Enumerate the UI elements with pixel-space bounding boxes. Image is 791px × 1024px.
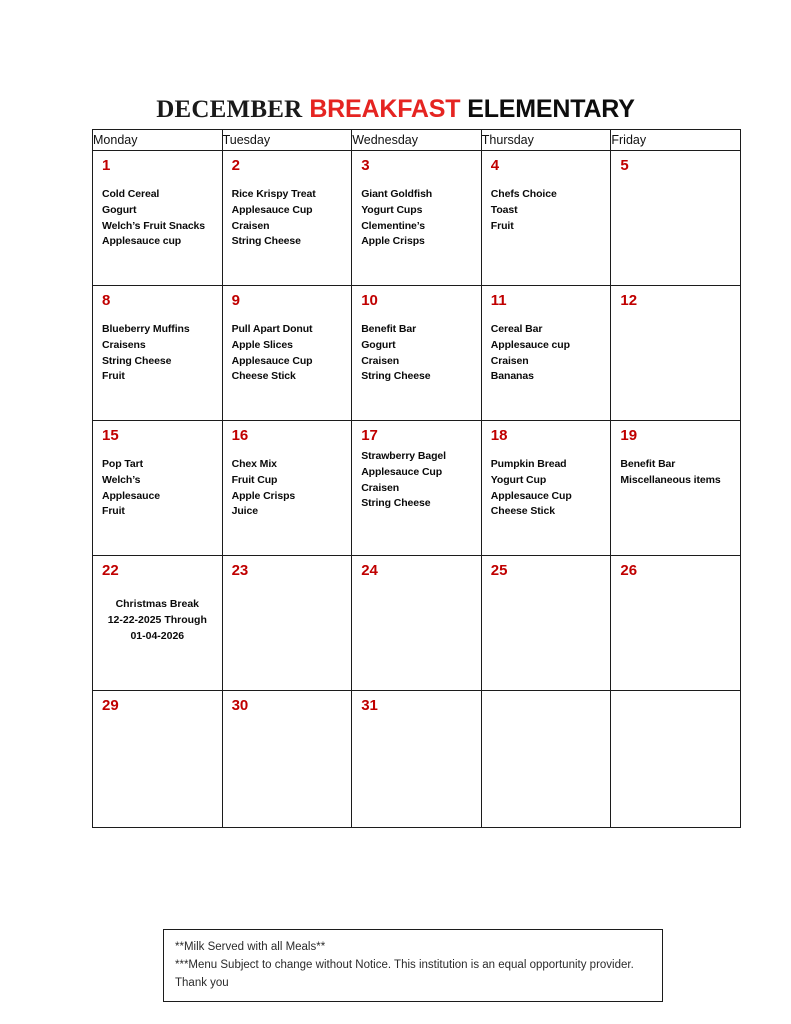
calendar-week-row [93, 286, 741, 421]
day-header-monday: Monday [93, 130, 223, 151]
day-header-thursday: Thursday [481, 130, 611, 151]
holiday-note-line: 01-04-2026 [130, 630, 185, 642]
menu-item: Pop Tart [102, 458, 144, 470]
menu-item-list [93, 444, 222, 520]
menu-item-list [352, 174, 481, 250]
calendar-week-row [93, 421, 741, 556]
menu-item: Pumpkin Bread [490, 458, 567, 470]
menu-item: Benefit Bar [620, 458, 676, 470]
holiday-note-line: 12-22-2025 Through [107, 614, 207, 626]
day-cell-29[interactable] [93, 691, 223, 828]
day-number: 25 [490, 562, 508, 579]
calendar-week-row [93, 151, 741, 286]
day-number: 19 [620, 427, 638, 444]
menu-item: Craisen [361, 354, 400, 367]
menu-item: Gogurt [102, 203, 137, 216]
menu-item-list [352, 444, 481, 512]
menu-item: Cereal Bar [490, 323, 543, 335]
day-cell-19[interactable] [611, 421, 741, 556]
menu-item: Yogurt Cup [490, 473, 547, 486]
menu-item: Apple Crisps [361, 235, 425, 248]
menu-item: Craisen [231, 219, 270, 232]
menu-item: Chex Mix [231, 458, 277, 470]
day-number: 15 [102, 427, 119, 444]
menu-item: Applesauce cup [490, 338, 570, 351]
menu-item: Applesauce cup [102, 235, 182, 248]
day-number: 12 [620, 292, 638, 309]
day-number: 11 [490, 292, 507, 309]
calendar-header-row [93, 130, 741, 151]
day-cell-30[interactable] [222, 691, 352, 828]
menu-item: Blueberry Muffins [102, 323, 190, 335]
day-number: 5 [620, 157, 629, 174]
day-cell-26[interactable] [611, 556, 741, 691]
menu-calendar [92, 129, 741, 828]
day-number: 1 [102, 157, 111, 174]
menu-item: Craisen [361, 481, 400, 494]
day-number: 26 [620, 562, 638, 579]
menu-item: String Cheese [361, 497, 431, 510]
day-number: 18 [490, 427, 508, 444]
menu-item: Craisen [490, 354, 529, 367]
menu-item-list [223, 309, 352, 385]
menu-item: Apple Crisps [231, 489, 296, 502]
day-cell-16[interactable] [222, 421, 352, 556]
day-cell-17[interactable] [352, 421, 482, 556]
menu-item: Strawberry Bagel [361, 450, 446, 462]
day-number: 29 [102, 697, 119, 714]
day-number [482, 691, 611, 698]
day-cell-31[interactable] [352, 691, 482, 828]
menu-item-list [482, 309, 611, 385]
menu-item: String Cheese [361, 370, 431, 383]
day-number: 30 [231, 697, 249, 714]
menu-item: Juice [231, 505, 258, 518]
day-cell-24[interactable] [352, 556, 482, 691]
day-cell-12[interactable] [611, 286, 741, 421]
holiday-note [93, 579, 222, 644]
day-number: 4 [490, 157, 500, 174]
title-meal: BREAKFAST [309, 95, 461, 123]
day-number: 3 [361, 157, 370, 174]
menu-item-list [93, 174, 222, 250]
day-number: 24 [361, 562, 378, 579]
day-number: 8 [102, 292, 111, 309]
menu-item: Fruit [102, 505, 125, 518]
menu-item: Fruit [102, 370, 125, 383]
menu-item: Applesauce Cup [361, 465, 443, 478]
menu-item-list [482, 444, 611, 520]
menu-item-list [93, 309, 222, 385]
day-cell-8[interactable] [93, 286, 223, 421]
day-cell-18[interactable] [481, 421, 611, 556]
day-number: 2 [231, 157, 240, 174]
day-cell-9[interactable] [222, 286, 352, 421]
day-number: 23 [231, 562, 249, 579]
menu-item: Welch’s Fruit Snacks [102, 219, 206, 232]
menu-item: Chefs Choice [490, 188, 557, 200]
menu-item: Welch’s [102, 473, 141, 486]
menu-item: Applesauce Cup [231, 203, 313, 216]
menu-item-list [223, 174, 352, 250]
menu-item: Craisens [102, 338, 146, 351]
day-number: 17 [361, 427, 378, 444]
day-cell-2[interactable] [222, 151, 352, 286]
day-header-wednesday: Wednesday [352, 130, 482, 151]
holiday-note-line: Christmas Break [115, 598, 200, 610]
title-school: ELEMENTARY [467, 95, 635, 123]
menu-item-list [611, 444, 740, 489]
day-cell-23[interactable] [222, 556, 352, 691]
day-number: 22 [102, 562, 119, 579]
calendar-week-row [93, 691, 741, 828]
menu-item: Pull Apart Donut [231, 323, 313, 335]
menu-item: Cheese Stick [231, 370, 296, 383]
footer-note-box [163, 929, 663, 1002]
menu-item: Cheese Stick [490, 505, 555, 518]
calendar-week-row [93, 556, 741, 691]
day-number: 9 [231, 292, 240, 309]
day-number: 31 [361, 697, 378, 714]
day-cell-15[interactable] [93, 421, 223, 556]
day-cell-22[interactable] [93, 556, 223, 691]
day-number: 10 [361, 292, 378, 309]
day-cell-empty[interactable] [481, 691, 611, 828]
page-title [0, 94, 791, 125]
day-header-friday: Friday [611, 130, 741, 151]
menu-item: Miscellaneous items [620, 473, 721, 486]
menu-item: Cold Cereal [102, 188, 160, 200]
menu-item: Applesauce [102, 489, 160, 502]
menu-item: Fruit [490, 219, 514, 232]
menu-item: Gogurt [361, 338, 396, 351]
menu-item: Apple Slices [231, 338, 293, 351]
day-header-tuesday: Tuesday [222, 130, 352, 151]
menu-item: String Cheese [102, 354, 172, 367]
day-cell-25[interactable] [481, 556, 611, 691]
menu-item: Applesauce Cup [231, 354, 313, 367]
footer-note-line: **Milk Served with all Meals** [175, 941, 326, 953]
day-number [611, 691, 740, 698]
day-cell-1[interactable] [93, 151, 223, 286]
menu-item: Clementine’s [361, 219, 425, 232]
menu-item: Giant Goldfish [361, 188, 433, 200]
day-cell-empty[interactable] [611, 691, 741, 828]
menu-item: String Cheese [231, 235, 301, 248]
day-cell-10[interactable] [352, 286, 482, 421]
day-cell-4[interactable] [481, 151, 611, 286]
menu-item: Fruit Cup [231, 473, 278, 486]
menu-item: Rice Krispy Treat [231, 188, 316, 200]
menu-item: Toast [490, 203, 518, 216]
menu-item-list [352, 309, 481, 385]
menu-item: Benefit Bar [361, 323, 417, 335]
day-cell-5[interactable] [611, 151, 741, 286]
menu-item: Applesauce Cup [490, 489, 572, 502]
day-cell-3[interactable] [352, 151, 482, 286]
menu-item-list [223, 444, 352, 520]
title-month: DECEMBER [156, 96, 303, 123]
day-cell-11[interactable] [481, 286, 611, 421]
menu-item-list [482, 174, 611, 234]
menu-item: Bananas [490, 370, 534, 383]
menu-item: Yogurt Cups [361, 203, 423, 216]
footer-note-line: ***Menu Subject to change without Notice. This institution is an equal opportunity provider. Thank you [175, 959, 634, 989]
day-number: 16 [231, 427, 249, 444]
